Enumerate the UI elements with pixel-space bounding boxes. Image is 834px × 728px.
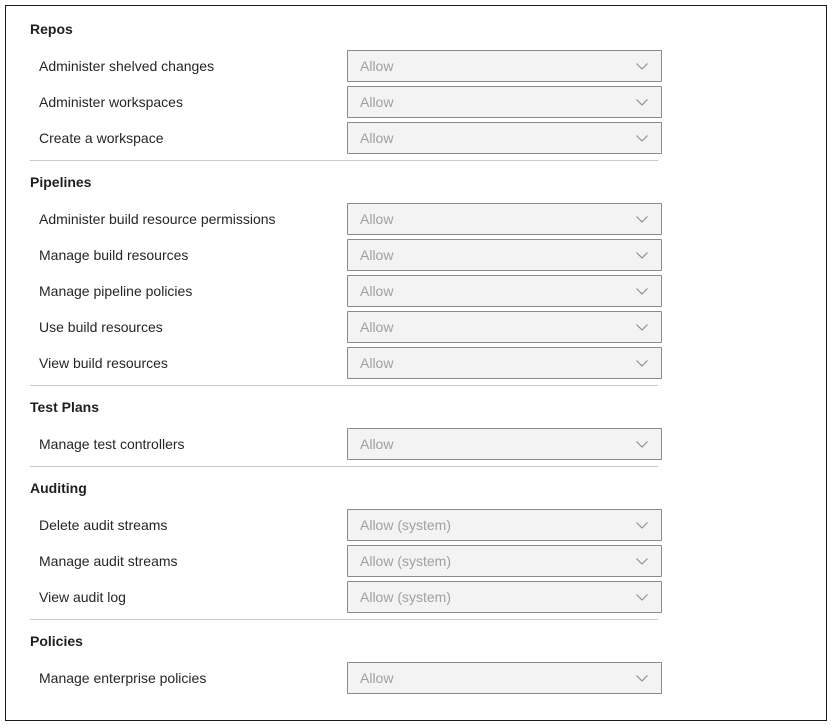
chevron-down-icon	[635, 554, 649, 568]
permission-value: Allow	[360, 670, 394, 686]
permission-value: Allow (system)	[360, 517, 452, 533]
permission-value: Allow	[360, 94, 394, 110]
chevron-down-icon	[635, 320, 649, 334]
section-policies	[30, 630, 658, 696]
permission-row-view-build-resources	[30, 345, 658, 381]
permission-label: View audit log	[39, 589, 126, 605]
permission-row-delete-audit-streams	[30, 507, 658, 543]
permission-row-manage-audit-streams	[30, 543, 658, 579]
permission-dropdown[interactable]	[347, 50, 662, 82]
permission-label: Administer shelved changes	[39, 58, 215, 74]
section-divider	[30, 385, 658, 386]
chevron-down-icon	[635, 437, 649, 451]
permission-label: Manage pipeline policies	[39, 283, 193, 299]
section-divider	[30, 466, 658, 467]
permission-label: View build resources	[39, 355, 168, 371]
permission-label: Administer workspaces	[39, 94, 183, 110]
permission-label: Manage audit streams	[39, 553, 178, 569]
section-divider	[30, 160, 658, 161]
chevron-down-icon	[635, 59, 649, 73]
permission-label: Manage test controllers	[39, 436, 185, 452]
section-title: Repos	[30, 21, 73, 37]
permissions-panel	[5, 5, 827, 721]
permission-value: Allow	[360, 130, 394, 146]
permission-row-administer-build-resource-permissions	[30, 201, 658, 237]
permission-value: Allow (system)	[360, 589, 452, 605]
permission-value: Allow	[360, 319, 394, 335]
permissions-list	[30, 18, 658, 696]
permission-value: Allow (system)	[360, 553, 452, 569]
permission-dropdown[interactable]	[347, 203, 662, 235]
chevron-down-icon	[635, 518, 649, 532]
chevron-down-icon	[635, 356, 649, 370]
section-divider	[30, 619, 658, 620]
section-title: Policies	[30, 633, 83, 649]
permission-row-use-build-resources	[30, 309, 658, 345]
section-title: Pipelines	[30, 174, 92, 190]
permission-value: Allow	[360, 436, 394, 452]
permission-dropdown[interactable]	[347, 239, 662, 271]
permission-row-manage-pipeline-policies	[30, 273, 658, 309]
permission-value: Allow	[360, 247, 394, 263]
permission-dropdown[interactable]	[347, 122, 662, 154]
permission-row-create-a-workspace	[30, 120, 658, 156]
permission-row-administer-shelved-changes	[30, 48, 658, 84]
permission-row-administer-workspaces	[30, 84, 658, 120]
chevron-down-icon	[635, 590, 649, 604]
permission-dropdown[interactable]	[347, 86, 662, 118]
permission-row-manage-test-controllers	[30, 426, 658, 462]
chevron-down-icon	[635, 131, 649, 145]
permission-label: Manage build resources	[39, 247, 189, 263]
permission-label: Manage enterprise policies	[39, 670, 207, 686]
permission-dropdown[interactable]	[347, 311, 662, 343]
permission-dropdown[interactable]	[347, 662, 662, 694]
permission-dropdown[interactable]	[347, 509, 662, 541]
permission-row-manage-build-resources	[30, 237, 658, 273]
permission-label: Delete audit streams	[39, 517, 168, 533]
permission-dropdown[interactable]	[347, 545, 662, 577]
chevron-down-icon	[635, 284, 649, 298]
permission-dropdown[interactable]	[347, 581, 662, 613]
chevron-down-icon	[635, 212, 649, 226]
permission-dropdown[interactable]	[347, 275, 662, 307]
permission-value: Allow	[360, 58, 394, 74]
permission-dropdown[interactable]	[347, 428, 662, 460]
section-pipelines	[30, 171, 658, 386]
permission-row-view-audit-log	[30, 579, 658, 615]
permission-row-manage-enterprise-policies	[30, 660, 658, 696]
chevron-down-icon	[635, 671, 649, 685]
permission-label: Administer build resource permissions	[39, 211, 276, 227]
section-title: Auditing	[30, 480, 87, 496]
permission-value: Allow	[360, 283, 394, 299]
permission-label: Use build resources	[39, 319, 163, 335]
section-test-plans	[30, 396, 658, 467]
chevron-down-icon	[635, 95, 649, 109]
section-repos	[30, 18, 658, 161]
permission-value: Allow	[360, 211, 394, 227]
permission-label: Create a workspace	[39, 130, 164, 146]
permission-dropdown[interactable]	[347, 347, 662, 379]
section-title: Test Plans	[30, 399, 99, 415]
permission-value: Allow	[360, 355, 394, 371]
chevron-down-icon	[635, 248, 649, 262]
section-auditing	[30, 477, 658, 620]
